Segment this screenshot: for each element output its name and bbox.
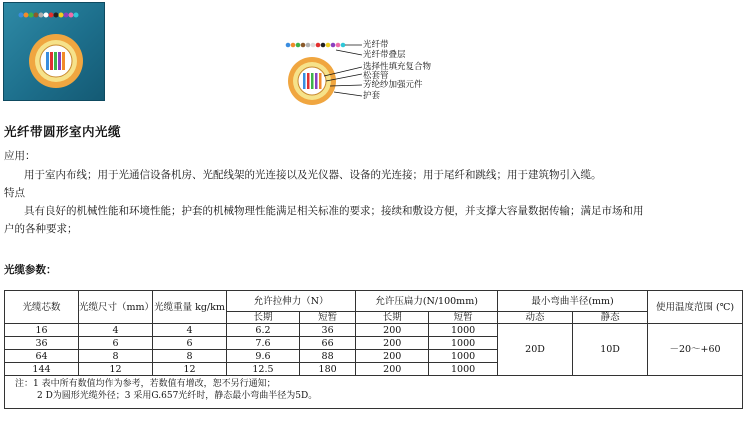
cell-fiber-count: 64: [5, 350, 79, 363]
header-weight: 光缆重量 kg/km: [153, 291, 227, 324]
application-heading: 应用：: [4, 150, 36, 162]
header-tensile-short: 短暂: [299, 312, 355, 324]
header-temp-range: 使用温度范围 (℃): [648, 291, 743, 324]
table-row: [5, 324, 743, 337]
header-crush: 允许压扁力(N/100mm): [356, 291, 498, 312]
params-heading: 光缆参数：: [4, 264, 57, 276]
application-text: 用于室内布线；用于光通信设备机房、光配线架的光连接以及光仪器、设备的光连接；用于尾纤和跳线；用于建筑物引入缆。: [24, 169, 602, 181]
header-bend-static: 静态: [573, 312, 648, 324]
label-filling-compound: 选择性填充复合物: [363, 62, 432, 72]
cell-tensile-short: 180: [299, 363, 355, 376]
cell-tensile-long: 7.6: [227, 337, 300, 350]
diagram-cross-section: [288, 57, 336, 105]
table-note-line2: 2 D为圆形光缆外径；3 采用G.657光纤时，静态最小弯曲半径为5D。: [37, 391, 318, 401]
cell-tensile-long: 12.5: [227, 363, 300, 376]
cell-size: 12: [79, 363, 153, 376]
cell-size: 4: [79, 324, 153, 337]
spec-table: [4, 290, 743, 409]
cell-crush-long: 200: [356, 363, 429, 376]
cell-tensile-long: 9.6: [227, 350, 300, 363]
cable-structure-diagram: [276, 36, 486, 111]
cell-crush-short: 1000: [429, 363, 498, 376]
cell-size: 8: [79, 350, 153, 363]
features-text-line2: 户的各种要求；: [4, 223, 78, 235]
header-bend-radius: 最小弯曲半径(mm): [498, 291, 648, 312]
header-tensile: 允许拉伸力（N）: [227, 291, 356, 312]
header-fiber-count: 光缆芯数: [5, 291, 79, 324]
features-heading: 特点: [4, 187, 25, 199]
label-ribbon-stack: 光纤带叠层: [363, 50, 406, 60]
thumbnail-cable-graphic: [4, 3, 104, 100]
product-thumbnail: [3, 2, 105, 101]
label-fiber-ribbon: 光纤带: [363, 40, 389, 50]
cell-crush-long: 200: [356, 324, 429, 337]
thumbnail-cable-cross-section: [29, 34, 83, 88]
cell-crush-short: 1000: [429, 324, 498, 337]
cell-weight: 4: [153, 324, 227, 337]
header-bend-dynamic: 动态: [498, 312, 573, 324]
cell-crush-short: 1000: [429, 337, 498, 350]
diagram-fiber-ribbon: [286, 43, 346, 48]
cell-temp-range: －20～+60: [648, 324, 743, 376]
cell-tensile-short: 88: [299, 350, 355, 363]
cell-bend-static: 10D: [573, 324, 648, 376]
cell-crush-short: 1000: [429, 350, 498, 363]
thumbnail-fiber-ribbon: [19, 13, 79, 18]
cell-size: 6: [79, 337, 153, 350]
cell-crush-long: 200: [356, 350, 429, 363]
cell-bend-dynamic: 20D: [498, 324, 573, 376]
cell-fiber-count: 16: [5, 324, 79, 337]
label-loose-tube: 松套管: [363, 71, 389, 81]
cell-fiber-count: 36: [5, 337, 79, 350]
header-crush-short: 短暂: [429, 312, 498, 324]
cell-weight: 12: [153, 363, 227, 376]
cell-tensile-short: 66: [299, 337, 355, 350]
header-size: 光缆尺寸（mm）: [79, 291, 153, 324]
page-title: 光纤带圆形室内光缆: [4, 124, 122, 139]
cell-weight: 6: [153, 337, 227, 350]
cell-tensile-long: 6.2: [227, 324, 300, 337]
header-crush-long: 长期: [356, 312, 429, 324]
table-note-line1: 注：1 表中所有数值均作为参考，若数值有增改，恕不另行通知；: [15, 379, 276, 389]
cell-crush-long: 200: [356, 337, 429, 350]
cell-weight: 8: [153, 350, 227, 363]
features-text-line1: 具有良好的机械性能和环境性能；护套的机械物理性能满足相关标准的要求；接续和敷设方便，并支撑大容量数据传输；满足市场和用: [24, 205, 644, 217]
label-sheath: 护套: [363, 91, 381, 101]
header-tensile-long: 长期: [227, 312, 300, 324]
cell-fiber-count: 144: [5, 363, 79, 376]
table-note: [5, 376, 743, 409]
label-aramid-strength: 芳纶纱加强元件: [363, 80, 423, 90]
cell-tensile-short: 36: [299, 324, 355, 337]
